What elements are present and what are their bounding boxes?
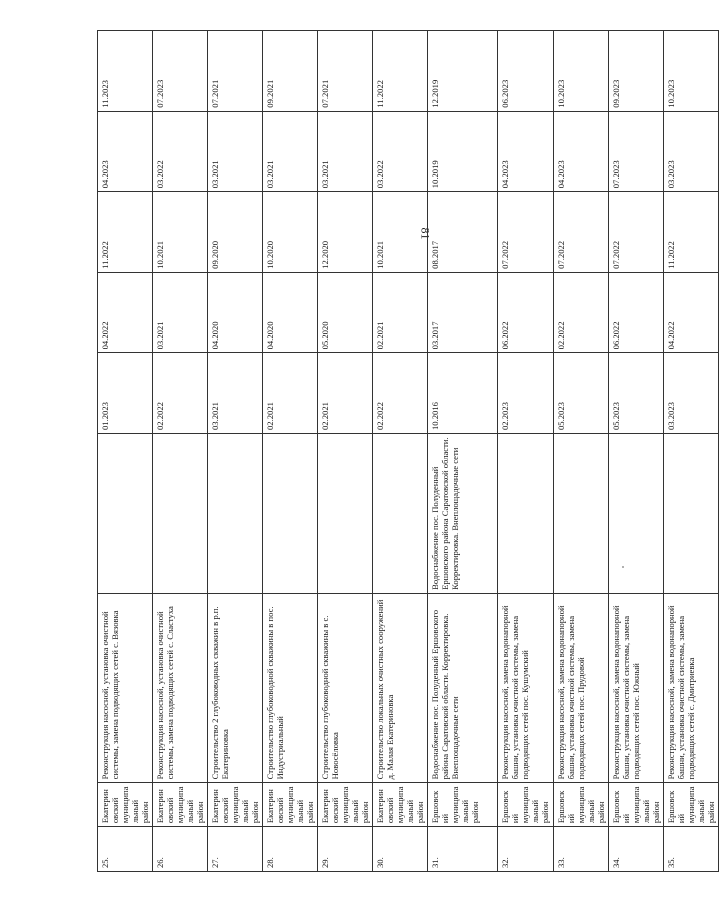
district-name: Екатериновский муниципальный район [318,783,373,827]
date-4: 03.2021 [318,111,373,192]
design-document [98,434,153,594]
date-2: 05.2020 [318,272,373,353]
district-name: Екатериновский муниципальный район [263,783,318,827]
date-5: 06.2023 [498,31,554,112]
district-name: Екатериновский муниципальный район [208,783,263,827]
design-document [609,434,664,594]
date-1: 03.2021 [208,353,263,434]
design-document [318,434,373,594]
date-4: 04.2023 [554,111,609,192]
design-document: Водоснабжение пос. Полуденный Ершовского района Саратовской области. Корректировка. Внеплощадочные сети [428,434,498,594]
date-4: 03.2022 [373,111,428,192]
date-5: 09.2021 [263,31,318,112]
design-document [373,434,428,594]
project-name: Реконструкция насосной, замена водонапорной башни, установка очистной системы, замена подводящих сетей пос. Кушумский [498,593,554,782]
district-name: Ершовский муниципальный район [498,783,554,827]
date-3: 10.2021 [153,192,208,273]
projects-table [97,30,719,872]
district-name: Екатериновский муниципальный район [373,783,428,827]
design-document [208,434,263,594]
date-1: 02.2022 [153,353,208,434]
row-number: 35. [664,827,719,872]
date-4: 07.2023 [609,111,664,192]
date-2: 04.2020 [263,272,318,353]
date-3: 12.2020 [318,192,373,273]
date-5: 09.2023 [609,31,664,112]
date-4: 03.2021 [263,111,318,192]
row-number: 33. [554,827,609,872]
date-5: 11.2022 [373,31,428,112]
project-name: Реконструкция насосной, установка очистной системы, замена подводящих сетей с. Сластуха [153,593,208,782]
date-2: 04.2022 [664,272,719,353]
project-name: Строительство глубоководной скважины в с. Новосёловка [318,593,373,782]
table-body [98,31,719,872]
table-row [498,31,554,872]
table-row [609,31,664,872]
date-2: 03.2017 [428,272,498,353]
rotated-table-container [97,30,716,872]
date-3: 11.2022 [664,192,719,273]
date-3: 11.2022 [98,192,153,273]
date-3: 10.2021 [373,192,428,273]
date-2: 02.2022 [554,272,609,353]
date-3: 07.2022 [554,192,609,273]
date-5: 07.2023 [153,31,208,112]
table-row [263,31,318,872]
project-name: Реконструкция насосной, установка очистной системы, замена подводящих сетей с. Вязовка [98,593,153,782]
date-1: 02.2023 [498,353,554,434]
design-document [263,434,318,594]
date-4: 03.2021 [208,111,263,192]
date-5: 07.2021 [208,31,263,112]
design-document [554,434,609,594]
date-3: 10.2020 [263,192,318,273]
date-1: 02.2022 [373,353,428,434]
date-1: 05.2023 [554,353,609,434]
page-number: 81 [418,227,433,240]
district-name: Ершовский муниципальный район [664,783,719,827]
project-name: Реконструкция насосной, замена водонапорной башни, установка очистной системы, замена подводящих сетей пос. Прудовой [554,593,609,782]
date-1: 03.2023 [664,353,719,434]
row-number: 26. [153,827,208,872]
design-document [153,434,208,594]
table-row [318,31,373,872]
date-1: 01.2023 [98,353,153,434]
project-name: Реконструкция насосной, замена водонапорной башни, установка очистной системы, замена подводящих сетей с. Дмитриевка [664,593,719,782]
date-1: 02.2021 [263,353,318,434]
project-name: Водоснабжение пос. Полуденный Ершовского района Саратовской области. Корректировка. Внеплощадочные сети [428,593,498,782]
date-2: 02.2021 [373,272,428,353]
table-row [664,31,719,872]
district-name: Ершовский муниципальный район [428,783,498,827]
table-row [554,31,609,872]
project-name: Строительство локальных очистных сооружений д. Малая Екатериновка [373,593,428,782]
district-name: Екатериновский муниципальный район [98,783,153,827]
district-name: Екатериновский муниципальный район [153,783,208,827]
date-1: 10.2016 [428,353,498,434]
project-name: Строительство глубоководной скважины в пос. Индустриальный [263,593,318,782]
date-2: 06.2022 [498,272,554,353]
date-4: 04.2023 [98,111,153,192]
table-row [153,31,208,872]
date-1: 05.2023 [609,353,664,434]
date-5: 12.2019 [428,31,498,112]
date-2: 03.2021 [153,272,208,353]
table-row [98,31,153,872]
date-5: 11.2023 [98,31,153,112]
row-number: 29. [318,827,373,872]
date-3: 07.2022 [498,192,554,273]
date-2: 04.2020 [208,272,263,353]
date-1: 02.2021 [318,353,373,434]
date-5: 10.2023 [664,31,719,112]
date-5: 07.2021 [318,31,373,112]
row-number: 32. [498,827,554,872]
project-name: Реконструкция насосной, замена водонапорной башни, установка очистной системы, замена подводящих сетей пос. Южный [609,593,664,782]
date-4: 10.2019 [428,111,498,192]
table-row [428,31,498,872]
design-document [664,434,719,594]
row-number: 31. [428,827,498,872]
date-4: 04.2023 [498,111,554,192]
row-number: 34. [609,827,664,872]
date-5: 10.2023 [554,31,609,112]
design-document [498,434,554,594]
project-name: Строительство 2 глубоководных скважин в р.п. Екатериновка [208,593,263,782]
date-3: 07.2022 [609,192,664,273]
table-row [208,31,263,872]
district-name: Ершовский муниципальный район [609,783,664,827]
row-number: 30. [373,827,428,872]
date-2: 06.2022 [609,272,664,353]
row-number: 25. [98,827,153,872]
date-3: 09.2020 [208,192,263,273]
date-4: 03.2022 [153,111,208,192]
table-row [373,31,428,872]
row-number: 27. [208,827,263,872]
row-number: 28. [263,827,318,872]
date-2: 04.2022 [98,272,153,353]
district-name: Ершовский муниципальный район [554,783,609,827]
date-4: 03.2023 [664,111,719,192]
date-3: 08.2017 [428,192,498,273]
